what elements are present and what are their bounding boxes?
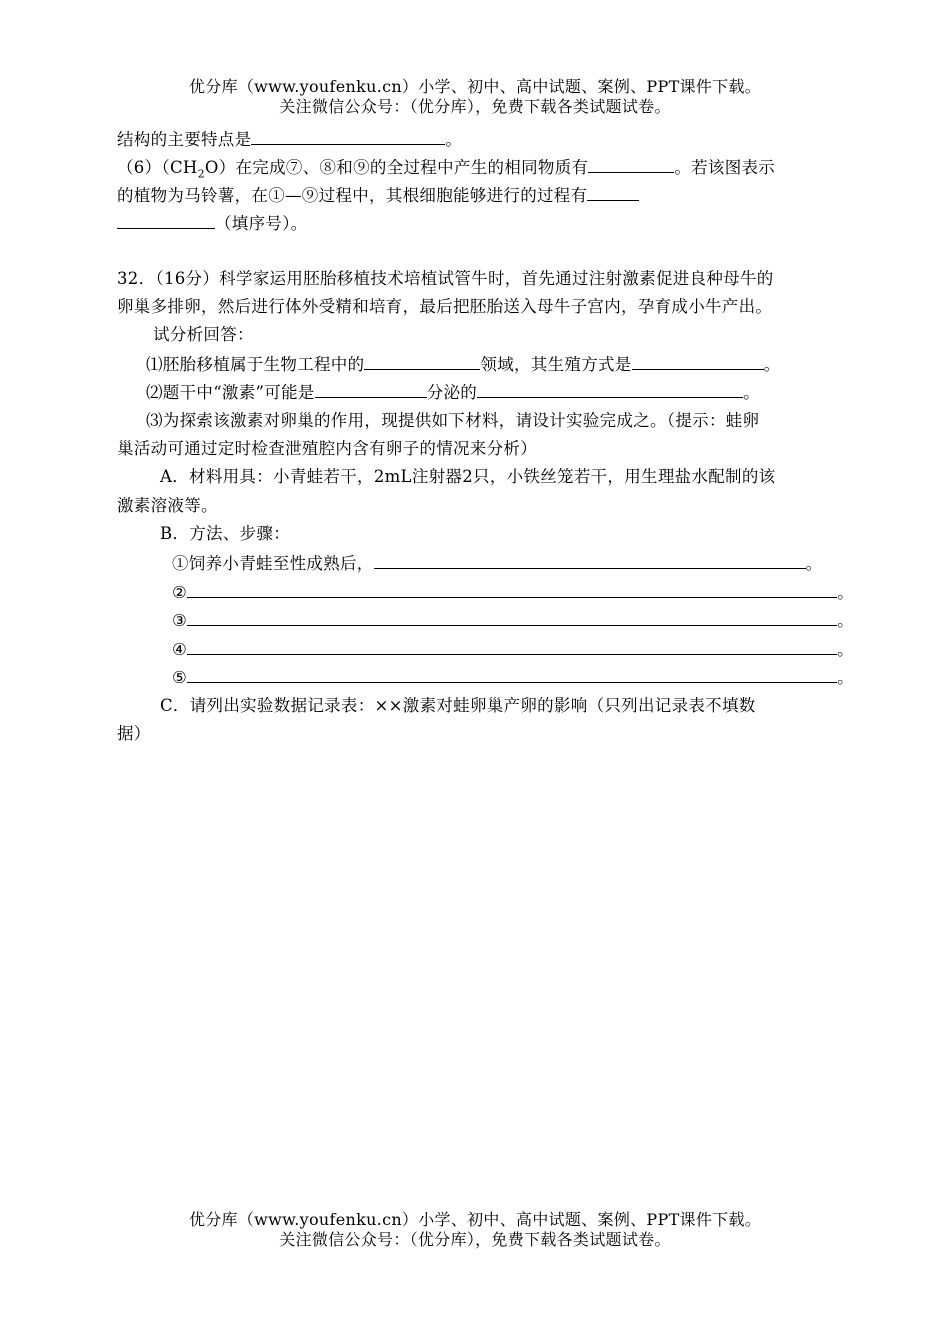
header-line-2: 关注微信公众号：（优分库），免费下载各类试题试卷。 <box>279 97 671 116</box>
step-3-period: 。 <box>837 611 854 630</box>
q32-methods-label: B．方法、步骤： <box>160 524 291 543</box>
q31-p6-prefix: （6）（CH <box>117 158 198 177</box>
answer-blank[interactable] <box>477 381 743 398</box>
q31-p6-after: 。若该图表示 <box>674 158 776 177</box>
step-4 <box>172 638 854 661</box>
step-2 <box>172 581 854 604</box>
q32-sub2-prefix: ⑵题干中“激素”可能是 <box>146 383 315 402</box>
q32-sub1-prefix: ⑴胚胎移植属于生物工程中的 <box>146 355 365 374</box>
q32-intro-line2: 卵巢多排卵，然后进行体外受精和培育，最后把胚胎送入母牛子宫内，孕育成小牛产出。 <box>117 297 773 316</box>
q31-part6-line2 <box>117 184 639 207</box>
step-2-text: ② <box>172 583 188 602</box>
answer-blank[interactable] <box>587 184 639 201</box>
q31-cont-suffix: 。 <box>445 130 463 149</box>
q32-table-prompt-line2: 据） <box>117 724 151 743</box>
q32-prompt: 试分析回答： <box>153 325 254 344</box>
step-4-period: 。 <box>837 640 854 659</box>
q32-materials-line1: A．材料用具：小青蛙若干，2mL注射器2只，小铁丝笼若干，用生理盐水配制的该 <box>160 467 776 486</box>
step-1-text: ①饲养小青蛙至性成熟后， <box>172 554 374 573</box>
q31-part6-line3 <box>117 212 308 235</box>
q32-materials-line2: 激素溶液等。 <box>117 496 218 515</box>
q31-p6-line2-text: 的植物为马铃薯，在①—⑨过程中，其根细胞能够进行的过程有 <box>117 186 588 205</box>
answer-blank[interactable] <box>187 609 837 626</box>
q32-table-prompt-line1: C．请列出实验数据记录表：××激素对蛙卵巢产卵的影响（只列出记录表不填数 <box>160 696 756 715</box>
header-line-1: 优分库（www.youfenku.cn）小学、初中、高中试题、案例、PPT课件下载。 <box>188 77 762 96</box>
answer-blank[interactable] <box>374 552 806 569</box>
q31-cont-prefix: 结构的主要特点是 <box>117 130 252 149</box>
answer-blank[interactable] <box>632 353 764 370</box>
q31-continuation <box>117 128 462 151</box>
step-5-period: 。 <box>837 668 854 687</box>
q32-sub3-line2: 巢活动可通过定时检查泄殖腔内含有卵子的情况来分析） <box>117 439 537 458</box>
q32-intro-line1: 32．（16分）科学家运用胚胎移植技术培植试管牛时，首先通过注射激素促进良种母牛的 <box>117 269 774 288</box>
q32-sub2-end: 。 <box>743 383 760 402</box>
step-5 <box>172 666 854 689</box>
q31-p6-mid: O）在完成⑦、⑧和⑨的全过程中产生的相同物质有 <box>204 158 589 177</box>
q31-part6-line1 <box>117 156 775 179</box>
step-1 <box>172 552 822 575</box>
answer-blank[interactable] <box>588 156 674 173</box>
q31-p6-line3-suffix: （填序号）。 <box>215 214 308 233</box>
q32-sub1-end: 。 <box>763 355 781 374</box>
q32-sub2-mid: 分泌的 <box>426 383 478 402</box>
step-1-period: 。 <box>805 554 823 573</box>
answer-blank[interactable] <box>251 128 445 145</box>
answer-blank[interactable] <box>117 212 215 229</box>
answer-blank[interactable] <box>187 666 837 683</box>
q32-sub1 <box>146 353 780 376</box>
step-5-text: ⑤ <box>172 668 188 687</box>
answer-blank[interactable] <box>187 581 837 598</box>
answer-blank[interactable] <box>364 353 480 370</box>
q32-sub1-mid: 领域，其生殖方式是 <box>480 355 632 374</box>
footer-line-2: 关注微信公众号：（优分库），免费下载各类试题试卷。 <box>279 1230 671 1249</box>
step-4-text: ④ <box>172 640 188 659</box>
q32-sub3-line1: ⑶为探索该激素对卵巢的作用，现提供如下材料，请设计实验完成之。（提示：蛙卵 <box>146 411 760 430</box>
answer-blank[interactable] <box>187 638 837 655</box>
answer-blank[interactable] <box>315 381 427 398</box>
footer-line-1: 优分库（www.youfenku.cn）小学、初中、高中试题、案例、PPT课件下载。 <box>188 1210 762 1229</box>
q32-sub2 <box>146 381 760 404</box>
step-3-text: ③ <box>172 611 188 630</box>
step-3 <box>172 609 854 632</box>
step-2-period: 。 <box>837 583 854 602</box>
subscript-2: 2 <box>197 167 205 181</box>
